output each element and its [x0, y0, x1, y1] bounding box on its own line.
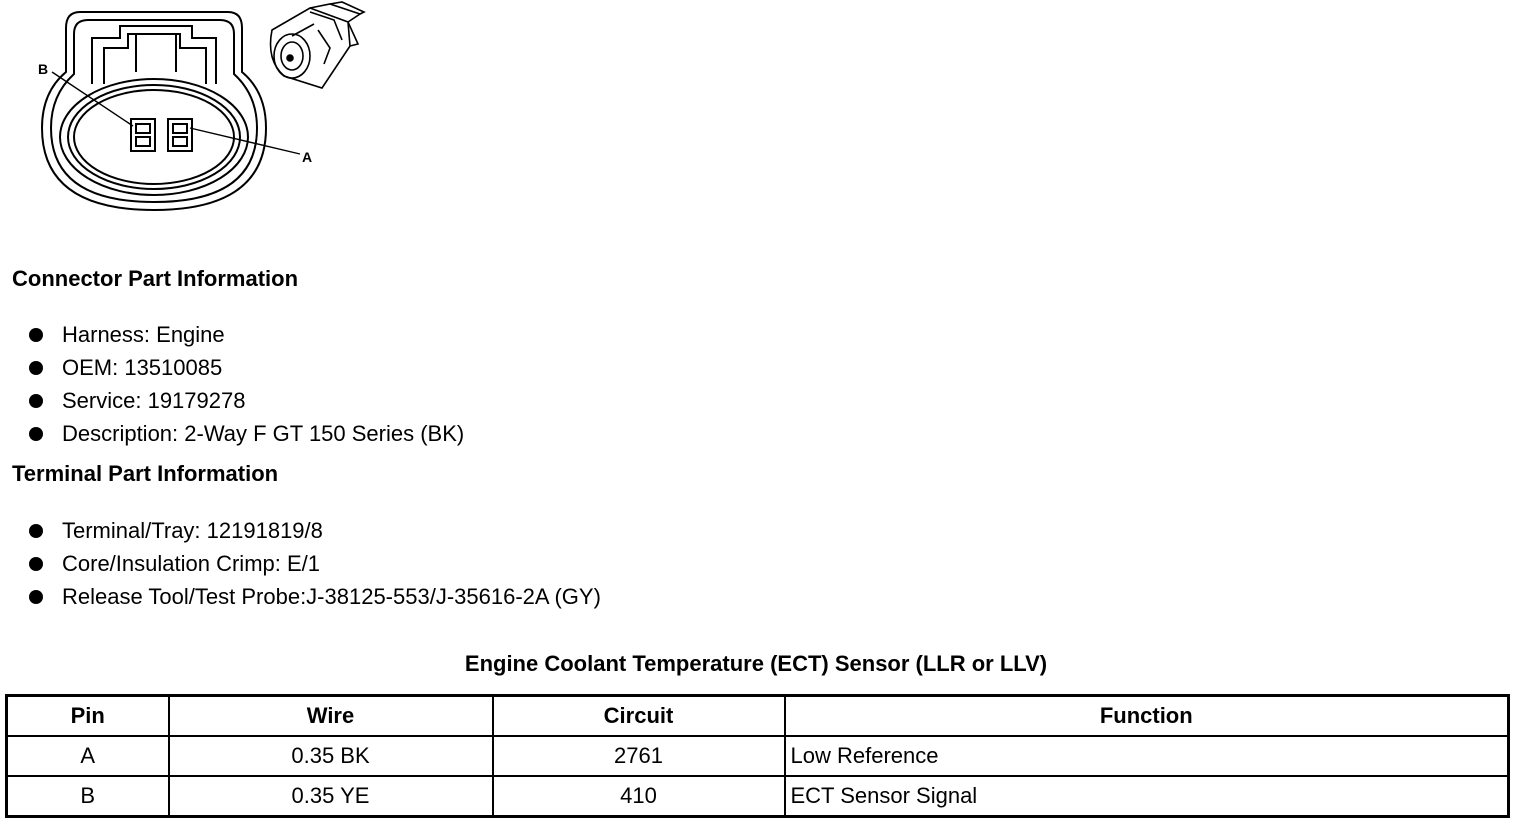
connector-part-info-list: [29, 318, 464, 450]
bullet-icon: [29, 394, 43, 408]
pin-column-header: Pin: [7, 696, 169, 737]
table-header-row: [7, 696, 1509, 737]
list-item: [29, 580, 601, 613]
table-row: [7, 776, 1509, 817]
list-item-text: Harness: Engine: [62, 321, 225, 347]
bullet-icon: [29, 524, 43, 538]
wire-cell: 0.35 YE: [169, 776, 493, 817]
terminal-part-info-list: [29, 514, 601, 613]
bullet-icon: [29, 557, 43, 571]
bullet-icon: [29, 328, 43, 342]
pinout-table-title: Engine Coolant Temperature (ECT) Sensor (LLR or LLV): [464, 651, 1048, 676]
connector-isometric-view: [271, 2, 365, 88]
function-column-header: Function: [785, 696, 1509, 737]
list-item-text: Terminal/Tray: 12191819/8: [62, 517, 323, 543]
wire-cell: 0.35 BK: [169, 736, 493, 776]
pin-cell: B: [7, 776, 169, 817]
pinout-table: [5, 694, 1510, 818]
bullet-icon: [29, 427, 43, 441]
list-item: [29, 547, 601, 580]
list-item-text: OEM: 13510085: [62, 354, 223, 380]
list-item-text: Service: 19179278: [62, 387, 246, 413]
wire-column-header: Wire: [169, 696, 493, 737]
bullet-icon: [29, 361, 43, 375]
callout-b-label: B: [38, 61, 49, 77]
connector-face-view: [42, 12, 300, 210]
bullet-icon: [29, 590, 43, 604]
connector-face-diagram: [30, 0, 380, 220]
circuit-cell: 410: [493, 776, 785, 817]
terminal-part-info-heading: Terminal Part Information: [12, 461, 279, 486]
callout-a-label: A: [302, 149, 313, 165]
list-item: [29, 417, 464, 450]
list-item: [29, 514, 601, 547]
list-item-text: Release Tool/Test Probe:J-38125-553/J-35616-2A (GY): [62, 583, 601, 609]
list-item-text: Description: 2-Way F GT 150 Series (BK): [62, 420, 465, 446]
pin-cell: A: [7, 736, 169, 776]
list-item-text: Core/Insulation Crimp: E/1: [62, 550, 320, 576]
function-cell: ECT Sensor Signal: [785, 776, 1509, 817]
function-cell: Low Reference: [785, 736, 1509, 776]
list-item: [29, 384, 464, 417]
table-row: [7, 736, 1509, 776]
circuit-column-header: Circuit: [493, 696, 785, 737]
list-item: [29, 318, 464, 351]
circuit-cell: 2761: [493, 736, 785, 776]
connector-part-info-heading: Connector Part Information: [12, 266, 299, 291]
list-item: [29, 351, 464, 384]
